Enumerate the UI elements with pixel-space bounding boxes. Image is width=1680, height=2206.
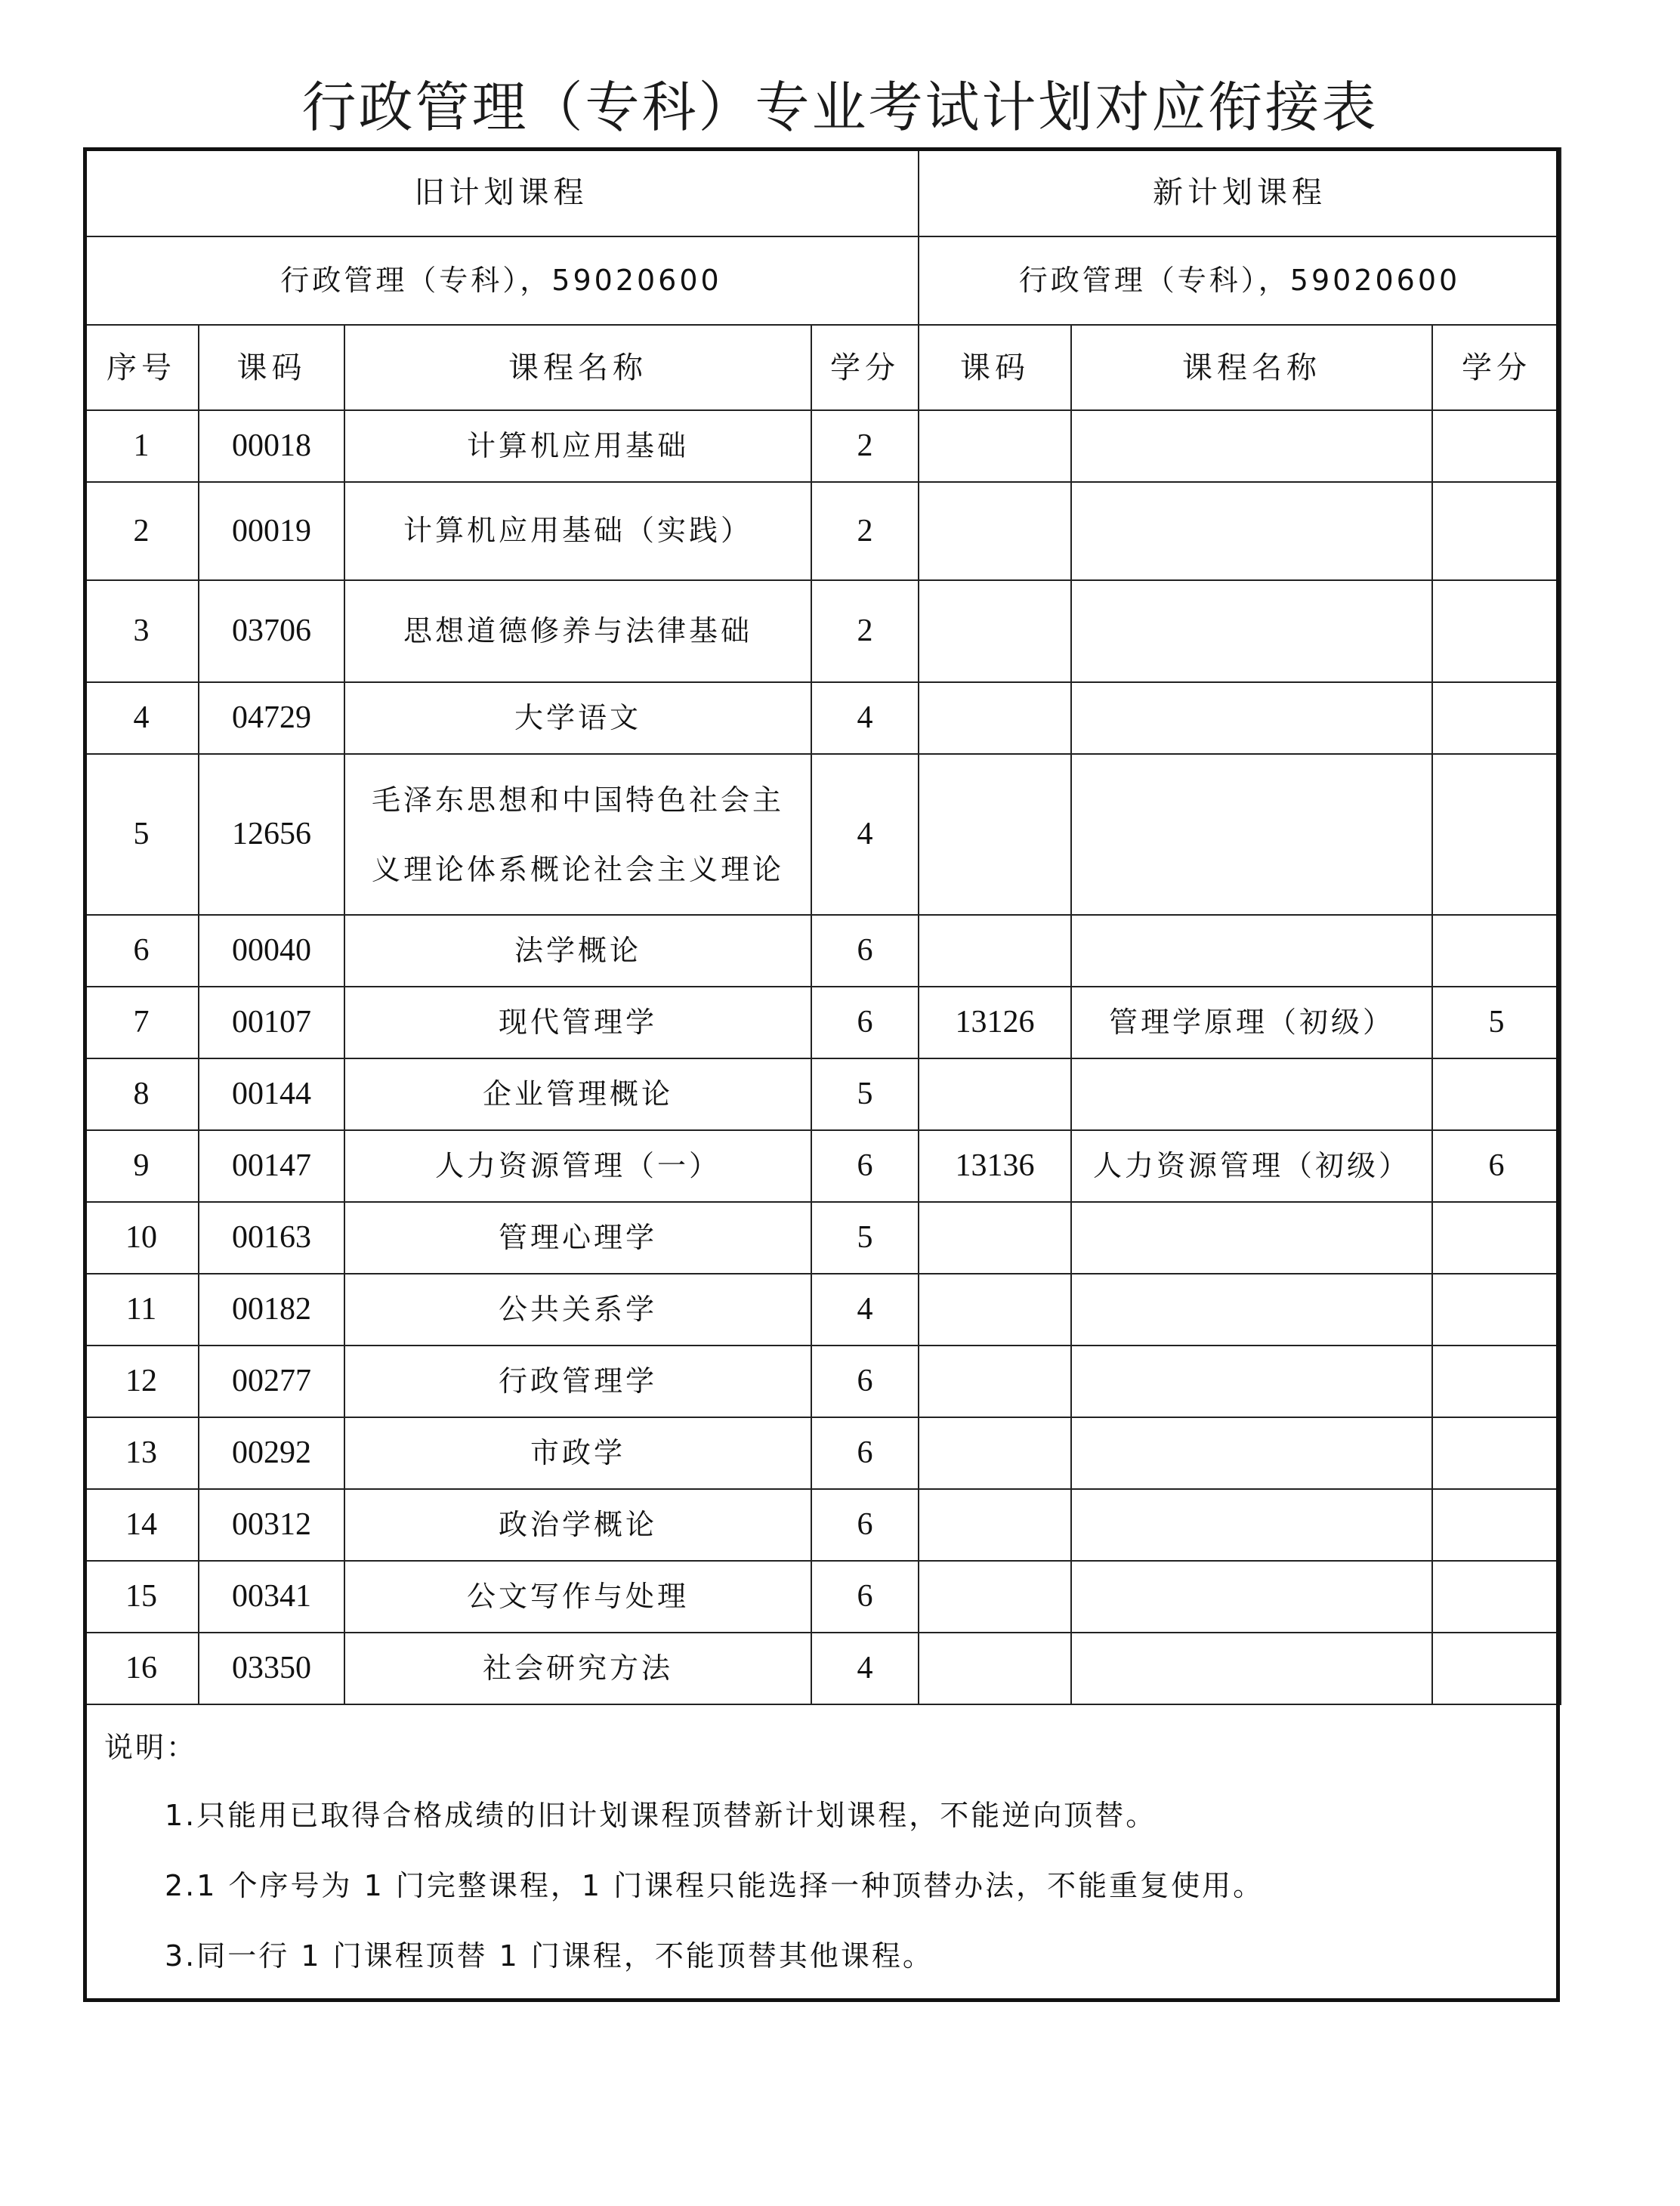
row-old-code: 00341 [199,1561,344,1633]
row-seq: 2 [84,482,199,580]
row-old-name: 法学概论 [344,915,811,987]
row-old-credit: 2 [811,482,919,580]
row-old-code: 00018 [199,410,344,482]
row-new-code: 13136 [919,1130,1071,1202]
row-old-credit: 6 [811,1346,919,1417]
row-old-code: 12656 [199,754,344,915]
row-seq: 5 [84,754,199,915]
row-old-credit: 6 [811,1417,919,1489]
row-seq: 4 [84,682,199,754]
row-old-credit: 6 [811,1489,919,1561]
row-old-code: 04729 [199,682,344,754]
row-old-name: 大学语文 [344,682,811,754]
row-old-name: 管理心理学 [344,1202,811,1274]
row-old-name: 人力资源管理（一） [344,1130,811,1202]
row-old-name: 公文写作与处理 [344,1561,811,1633]
row-seq: 1 [84,410,199,482]
row-old-credit: 5 [811,1202,919,1274]
page-title: 行政管理（专科）专业考试计划对应衔接表 [301,76,1379,139]
row-old-code: 00182 [199,1274,344,1346]
row-old-code: 03706 [199,580,344,682]
row-old-name: 行政管理学 [344,1346,811,1417]
row-new-credit: 5 [1432,987,1561,1058]
row-old-credit: 5 [811,1058,919,1130]
col-header-old-name: 课程名称 [344,325,811,410]
new-plan-header: 新计划课程 [919,148,1561,236]
row-seq: 12 [84,1346,199,1417]
table-frame [83,147,1560,2002]
col-header-new-credit: 学分 [1432,325,1561,410]
row-old-code: 00292 [199,1417,344,1489]
row-old-credit: 6 [811,1130,919,1202]
row-old-name: 社会研究方法 [344,1633,811,1704]
row-seq: 15 [84,1561,199,1633]
row-old-credit: 6 [811,987,919,1058]
row-old-name: 公共关系学 [344,1274,811,1346]
row-old-code: 00147 [199,1130,344,1202]
row-seq: 9 [84,1130,199,1202]
row-old-name: 思想道德修养与法律基础 [344,580,811,682]
row-old-credit: 4 [811,754,919,915]
row-old-code: 00040 [199,915,344,987]
new-plan-major: 行政管理（专科），59020600 [919,236,1561,325]
row-new-name: 人力资源管理（初级） [1071,1130,1432,1202]
col-header-old-code: 课码 [199,325,344,410]
row-seq: 13 [84,1417,199,1489]
row-old-name: 现代管理学 [344,987,811,1058]
row-seq: 8 [84,1058,199,1130]
row-old-code: 00144 [199,1058,344,1130]
row-old-code: 00277 [199,1346,344,1417]
row-old-credit: 2 [811,410,919,482]
row-old-credit: 2 [811,580,919,682]
row-old-code: 03350 [199,1633,344,1704]
row-old-name: 政治学概论 [344,1489,811,1561]
row-old-code: 00107 [199,987,344,1058]
row-old-code: 00019 [199,482,344,580]
row-seq: 10 [84,1202,199,1274]
row-old-name: 企业管理概论 [344,1058,811,1130]
row-seq: 16 [84,1633,199,1704]
row-seq: 11 [84,1274,199,1346]
row-old-credit: 4 [811,1633,919,1704]
old-plan-major: 行政管理（专科），59020600 [84,236,919,325]
row-old-name: 毛泽东思想和中国特色社会主义理论体系概论社会主义理论 [344,754,811,915]
row-old-code: 00163 [199,1202,344,1274]
row-old-name: 计算机应用基础 [344,410,811,482]
col-header-seq: 序号 [84,325,199,410]
row-new-code: 13126 [919,987,1071,1058]
old-plan-header: 旧计划课程 [84,148,919,236]
notes-label: 说明： [104,1731,198,1764]
row-old-credit: 4 [811,682,919,754]
row-old-code: 00312 [199,1489,344,1561]
row-old-name: 市政学 [344,1417,811,1489]
note-item-2: 2.1 个序号为 1 门完整课程，1 门课程只能选择一种顶替办法，不能重复使用。 [165,1869,1265,1902]
col-header-new-name: 课程名称 [1071,325,1432,410]
row-seq: 6 [84,915,199,987]
note-item-3: 3.同一行 1 门课程顶替 1 门课程，不能顶替其他课程。 [165,1939,934,1973]
row-seq: 7 [84,987,199,1058]
row-seq: 3 [84,580,199,682]
row-new-name: 管理学原理（初级） [1071,987,1432,1058]
row-seq: 14 [84,1489,199,1561]
row-old-credit: 6 [811,915,919,987]
row-new-credit: 6 [1432,1130,1561,1202]
row-old-credit: 6 [811,1561,919,1633]
col-header-old-credit: 学分 [811,325,919,410]
note-item-1: 1.只能用已取得合格成绩的旧计划课程顶替新计划课程，不能逆向顶替。 [165,1799,1157,1832]
col-header-new-code: 课码 [919,325,1071,410]
row-old-name: 计算机应用基础（实践） [344,482,811,580]
row-old-credit: 4 [811,1274,919,1346]
